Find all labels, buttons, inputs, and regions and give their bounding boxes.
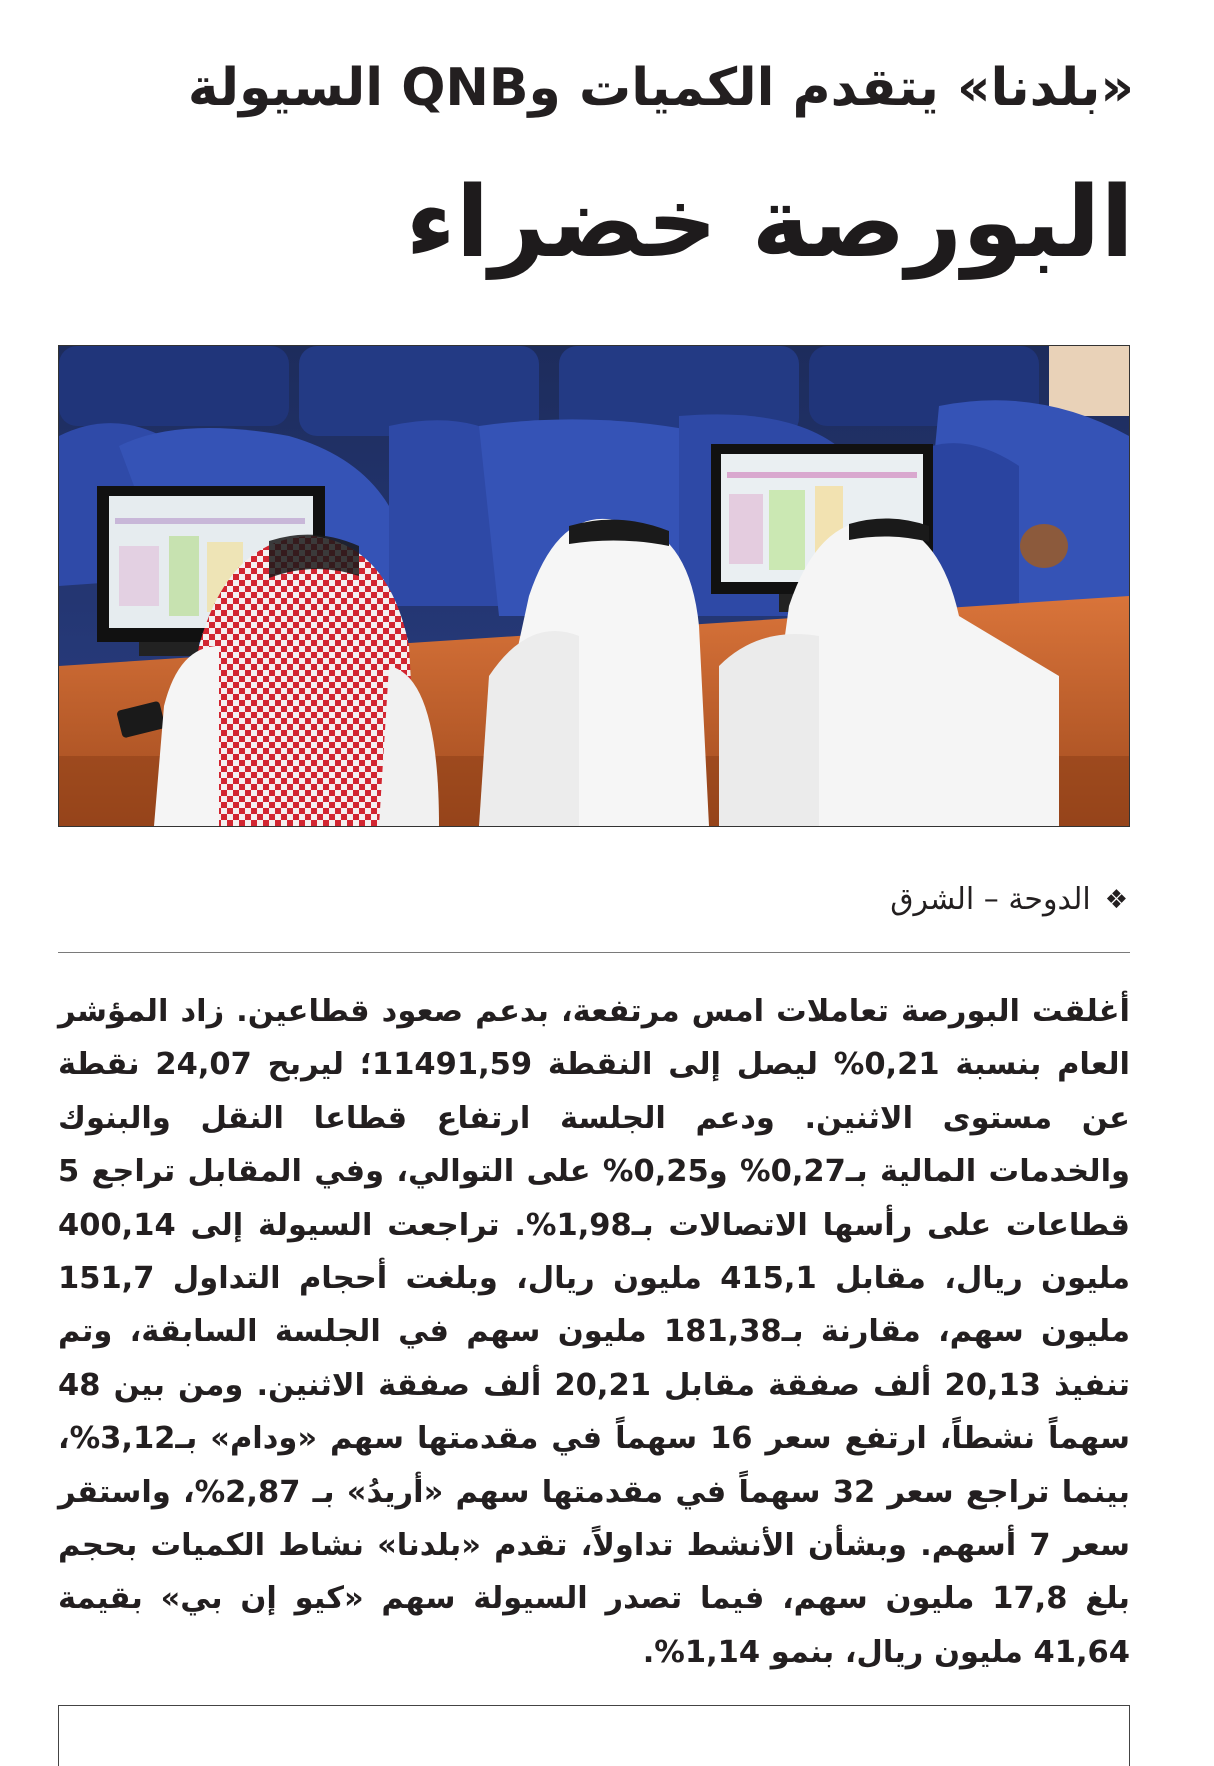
article-kicker: «بلدنا» يتقدم الكميات وQNB السيولة — [187, 58, 1134, 118]
divider — [58, 952, 1130, 953]
next-article-frame — [58, 1705, 1130, 1766]
article-body: أغلقت البورصة تعاملات امس مرتفعة، بدعم صعود قطاعين. زاد المؤشر العام بنسبة 0,21% ليصل إلى النقطة 11491,59؛ ليربح 24,07 نقطة عن مستوى الاثنين. ودعم الجلسة ارتفاع قطاعا النقل والبنوك والخدمات المالية بـ0,27% و0,25% على التوالي، وفي المقابل تراجع 5 قطاعات على رأسها الاتصالات بـ1,98%. تراجعت السيولة إلى 400,14 مليون ريال، مقابل 415,1 مليون ريال، وبلغت أحجام التداول 151,7 مليون سهم، مقارنة بـ181,38 مليون سهم في الجلسة السابقة، وتم تنفيذ 20,13 ألف صفقة مقابل 20,21 ألف صفقة الاثنين. ومن بين 48 سهماً نشطاً، ارتفع سعر 16 سهماً في مقدمتها سهم «ودام» بـ3,12%، بينما تراجع سعر 32 سهماً في مقدمتها سهم «أريدُ» بـ 2,87%، واستقر سعر 7 أسهم. وبشأن الأنشط تداولاً، تقدم «بلدنا» نشاط الكميات بحجم بلغ 17,8 مليون سهم، فيما تصدر السيولة سهم «كيو إن بي» بقيمة 41,64 مليون ريال، بنمو 1,14%. — [58, 994, 1131, 1670]
dateline-text: الدوحة – الشرق — [890, 882, 1091, 917]
article-headline: البورصة خضراء — [405, 166, 1134, 280]
diamond-bullet-icon: ❖ — [1104, 885, 1128, 915]
article-photo — [58, 345, 1130, 827]
article-dateline — [890, 880, 1128, 920]
